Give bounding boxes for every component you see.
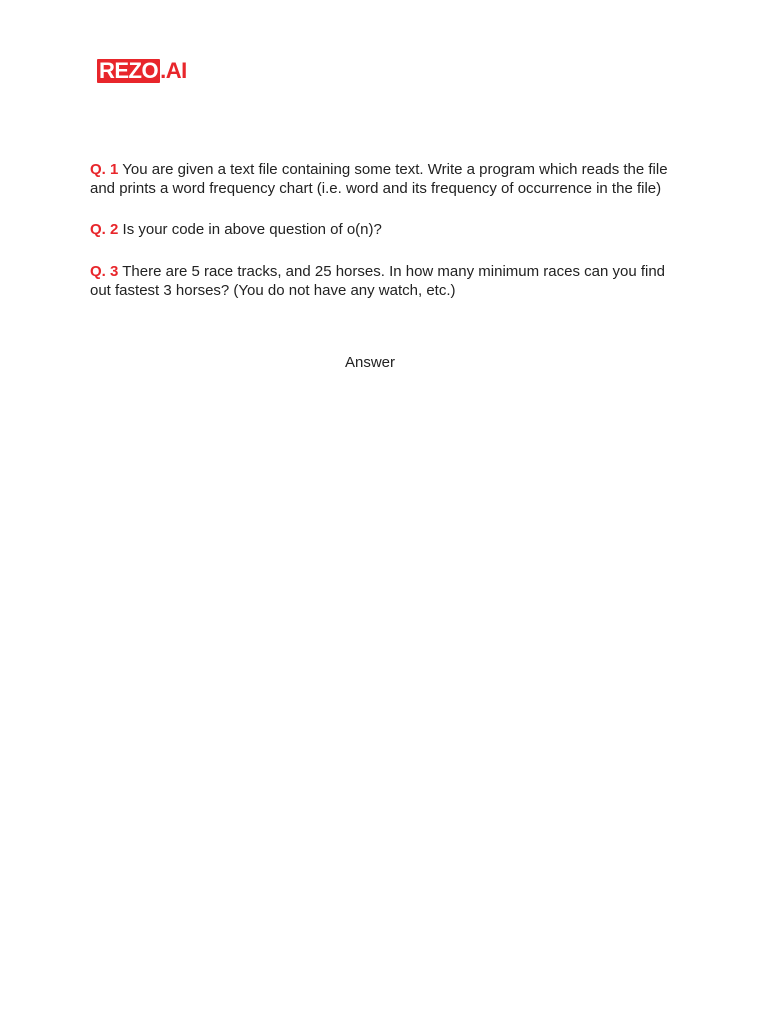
- question-number: Q. 1: [90, 161, 119, 178]
- question-2: [90, 221, 690, 240]
- rezo-ai-logo: [97, 59, 187, 83]
- logo-boxed-text: REZO: [99, 58, 159, 83]
- question-text: You are given a text file containing some text. Write a program which reads the file and prints a word frequency chart (i.e. word and its frequency of occurrence in the file): [90, 161, 668, 197]
- question-text: Is your code in above question of o(n)?: [122, 221, 382, 238]
- question-text: There are 5 race tracks, and 25 horses. In how many minimum races can you find out fastest 3 horses? (You do not have any watch, etc.): [90, 263, 666, 299]
- answer-heading: Answer: [344, 354, 396, 371]
- question-number: Q. 3: [90, 263, 119, 280]
- question-1: [90, 161, 690, 198]
- logo-suffix-text: .AI: [160, 58, 187, 83]
- question-number: Q. 2: [90, 221, 119, 238]
- question-3: [90, 263, 690, 300]
